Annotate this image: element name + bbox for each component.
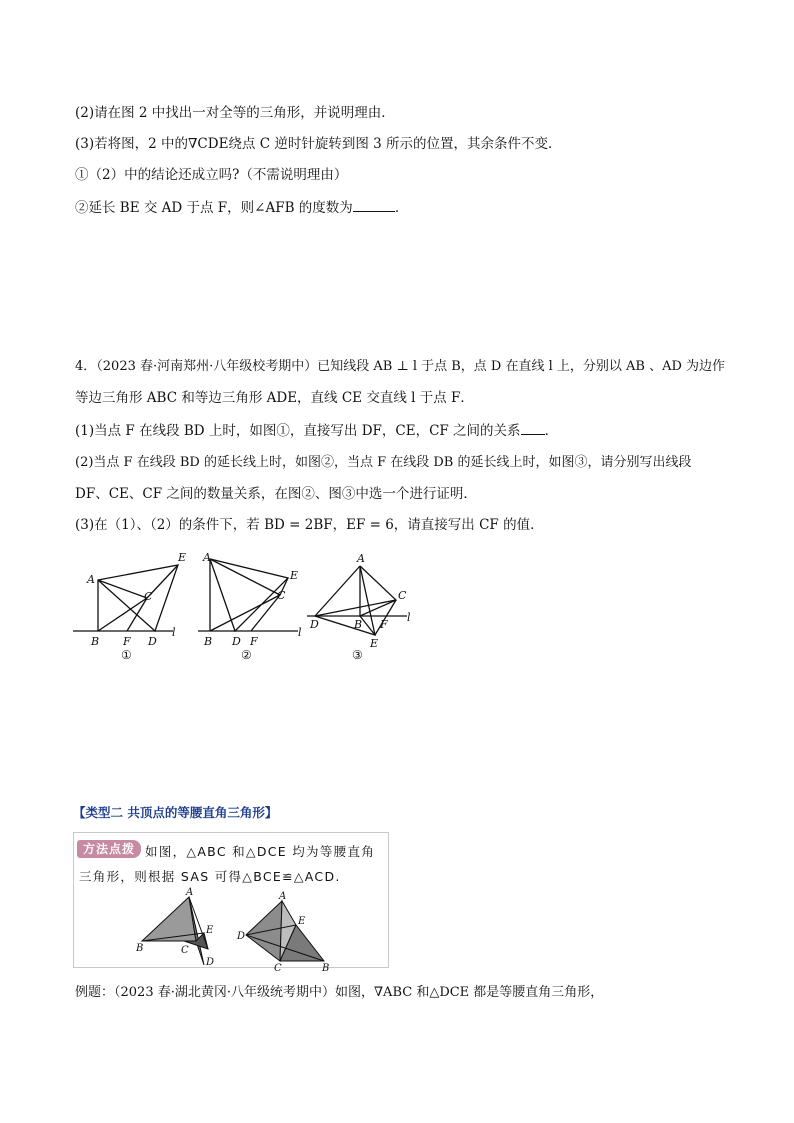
svg-text:B: B — [322, 963, 330, 974]
figure-1-label: ① — [121, 648, 132, 662]
problem-4-part-1-text: (1)当点 F 在线段 BD 上时，如图①，直接写出 DF，CE，CF 之间的关系 — [75, 423, 521, 439]
question-3-part-2 — [75, 199, 408, 217]
svg-text:A: A — [357, 552, 365, 565]
svg-text:F: F — [250, 635, 258, 648]
figure-3-label: ③ — [352, 648, 363, 662]
method-tip-figures — [134, 887, 394, 974]
answer-blank — [353, 199, 395, 212]
svg-text:D: D — [232, 635, 241, 648]
example-line: 例题：（2023 春·湖北黄冈·八年级统考期中）如图，∇ABC 和△DCE 都是等腰直角三角形， — [75, 985, 604, 1000]
svg-text:A: A — [203, 551, 211, 564]
problem-4-part-1 — [75, 422, 558, 440]
problem-4-part-3: (3)在（1）、（2）的条件下，若 BD = 2BF，EF = 6，请直接写出 CF 的值． — [75, 517, 544, 533]
svg-text:A: A — [279, 891, 287, 902]
svg-text:F: F — [123, 635, 131, 648]
svg-text:l: l — [298, 626, 302, 639]
svg-text:E: E — [370, 637, 379, 650]
svg-text:l: l — [172, 626, 176, 639]
method-tip-text: 如图，△ABC 和△DCE 均为等腰直角三角形，则根据 SAS 可得△BCE≌△ACD. — [79, 844, 376, 884]
svg-text:A: A — [186, 887, 194, 898]
question-3-part-1: ①（2）中的结论还成立吗?（不需说明理由） — [75, 167, 348, 183]
question-2: (2)请在图 2 中找出一对全等的三角形，并说明理由． — [75, 105, 395, 121]
svg-text:E: E — [206, 925, 214, 936]
problem-4-part-2: (2)当点 F 在线段 BD 的延长线上时，如图②，当点 F 在线段 DB 的延长线上时，如图③，请分别写出线段 — [75, 455, 692, 470]
problem-4-part-2-cont: DF、CE、CF 之间的数量关系，在图②、图③中选一个进行证明． — [75, 486, 477, 502]
svg-text:C: C — [398, 589, 407, 602]
problem-4-line-2: 等边三角形 ABC 和等边三角形 ADE，直线 CE 交直线 l 于点 F． — [75, 390, 474, 406]
period: ． — [544, 423, 559, 439]
problem-4-line-1: 4．（2023 春·河南郑州·八年级校考期中）已知线段 AB ⊥ l 于点 B，点 D 在直线 l 上，分别以 AB 、AD 为边作 — [75, 359, 726, 374]
svg-text:F: F — [380, 618, 388, 631]
svg-text:B: B — [91, 635, 100, 648]
svg-text:C: C — [274, 963, 282, 974]
question-3: (3)若将图，2 中的∇CDE绕点 C 逆时针旋转到图 3 所示的位置，其余条件不变． — [75, 136, 562, 152]
svg-text:C: C — [181, 945, 189, 956]
svg-text:E: E — [178, 551, 187, 564]
section-heading: 【类型二 共顶点的等腰直角三角形】 — [73, 805, 278, 820]
period: ． — [394, 200, 409, 216]
svg-text:B: B — [354, 618, 363, 631]
svg-text:E: E — [290, 569, 299, 582]
svg-text:D: D — [237, 931, 246, 942]
svg-text:B: B — [136, 943, 144, 954]
problem-4-figures — [70, 545, 430, 665]
figure-2-label: ② — [241, 648, 252, 662]
svg-text:B: B — [204, 635, 213, 648]
svg-text:A: A — [87, 573, 95, 586]
question-3-part-2-text: ②延长 BE 交 AD 于点 F，则∠AFB 的度数为 — [75, 200, 353, 216]
method-tip-box — [73, 832, 389, 974]
svg-text:E: E — [298, 916, 306, 927]
svg-text:C: C — [144, 590, 153, 603]
svg-text:C: C — [277, 589, 286, 602]
svg-text:D: D — [206, 957, 215, 968]
method-tip-badge: 方法点拨 — [77, 840, 141, 858]
answer-blank — [521, 422, 545, 435]
svg-text:D: D — [310, 618, 319, 631]
svg-text:D: D — [148, 635, 157, 648]
svg-text:l: l — [407, 611, 411, 624]
